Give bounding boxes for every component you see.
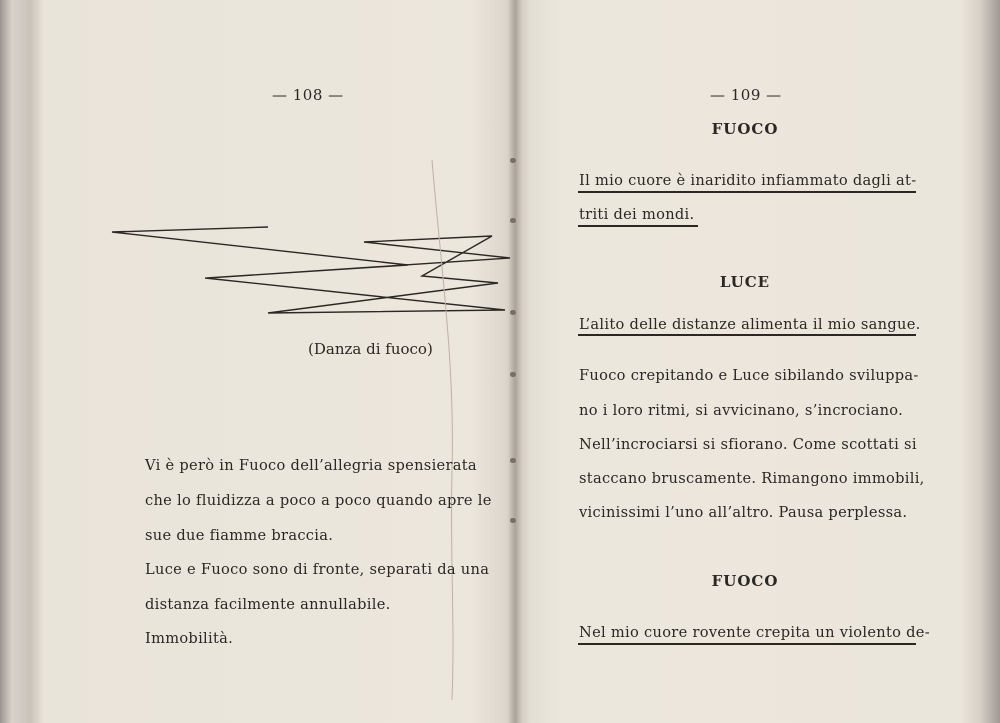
right-page — [516, 0, 976, 723]
speaker-heading: FUOCO — [711, 120, 779, 138]
narration-line: Fuoco crepitando e Luce sibilando sviluppa- — [579, 367, 919, 384]
speaker-heading: LUCE — [719, 273, 771, 291]
speech-line: Nel mio cuore rovente crepita un violento de- — [579, 624, 930, 641]
paragraph-line: Vi è però in Fuoco dell’allegria spensierata — [145, 457, 477, 474]
narration-line: vicinissimi l’uno all’altro. Pausa perplessa. — [579, 504, 908, 521]
speech-underline — [578, 643, 916, 645]
speech-line: Il mio cuore è inaridito infiammato dagli at- — [579, 172, 917, 189]
drawing-caption: (Danza di fuoco) — [308, 340, 433, 358]
speech-line: L’alito delle distanze alimenta il mio sangue. — [579, 316, 921, 333]
paragraph-line: sue due fiamme braccia. — [145, 527, 334, 544]
speech-underline — [578, 334, 916, 336]
paragraph-line: che lo fluidizza a poco a poco quando apre le — [145, 492, 492, 509]
speech-line: triti dei mondi. — [579, 206, 695, 223]
page-number-right: — 109 — — [710, 86, 782, 104]
speaker-heading: FUOCO — [711, 572, 779, 590]
paragraph-line: Immobilità. — [145, 630, 234, 647]
paragraph-line: Luce e Fuoco sono di fronte, separati da una — [145, 561, 490, 578]
narration-line: Nell’incrociarsi si sfiorano. Come scottati si — [579, 436, 917, 453]
page-number-left: — 108 — — [272, 86, 344, 104]
narration-line: no i loro ritmi, si avvicinano, s’incrociano. — [579, 402, 904, 419]
speech-underline — [578, 191, 916, 193]
speech-underline — [578, 225, 698, 227]
paragraph-line: distanza facilmente annullabile. — [145, 596, 391, 613]
narration-line: staccano bruscamente. Rimangono immobili, — [579, 470, 925, 487]
